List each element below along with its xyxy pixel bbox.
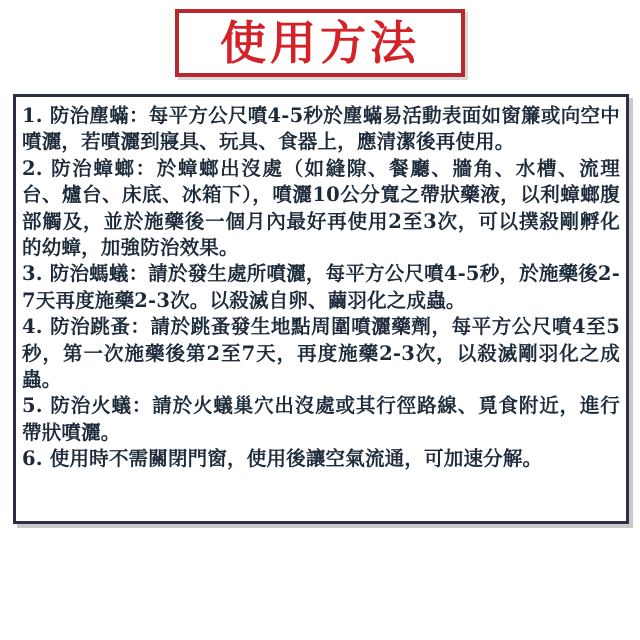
instruction-item-ventilation: 6. 使用時不需關閉門窗，使用後讓空氣流通，可加速分解。 — [22, 447, 543, 471]
title-banner — [175, 9, 465, 77]
instruction-item-fire-ants: 5. 防治火蟻：請於火蟻巢穴出沒處或其行徑路線、覓食附近，進行帶狀噴灑。 — [22, 394, 620, 444]
page-title: 使用方法 — [220, 16, 420, 70]
instruction-item-dust-mites: 1. 防治塵蟎：每平方公尺噴4-5秒於塵蟎易活動表面如窗簾或向空中噴灑，若噴灑到寢具、玩具、食器上，應清潔後再使用。 — [22, 104, 620, 154]
instruction-item-cockroaches: 2. 防治蟑螂：於蟑螂出沒處（如縫隙、餐廳、牆角、水槽、流理台、爐台、床底、冰箱下），噴灑10公分寬之帶狀藥液，以利蟑螂腹部觸及，並於施藥後一個月內最好再使用2至3次，可以撲殺剛孵化的幼蟑，加強防治效果。 — [22, 156, 620, 260]
instruction-item-ants: 3. 防治螞蟻：請於發生處所噴灑，每平方公尺噴4-5秒，於施藥後2-7天再度施藥2-3次。以殺滅自卵、繭羽化之成蟲。 — [22, 262, 620, 312]
usage-instructions-panel — [13, 94, 629, 524]
instruction-item-fleas: 4. 防治跳蚤：請於跳蚤發生地點周圍噴灑藥劑，每平方公尺噴4至5秒，第一次施藥後第2至7天，再度施藥2-3次，以殺滅剛羽化之成蟲。 — [22, 315, 620, 392]
